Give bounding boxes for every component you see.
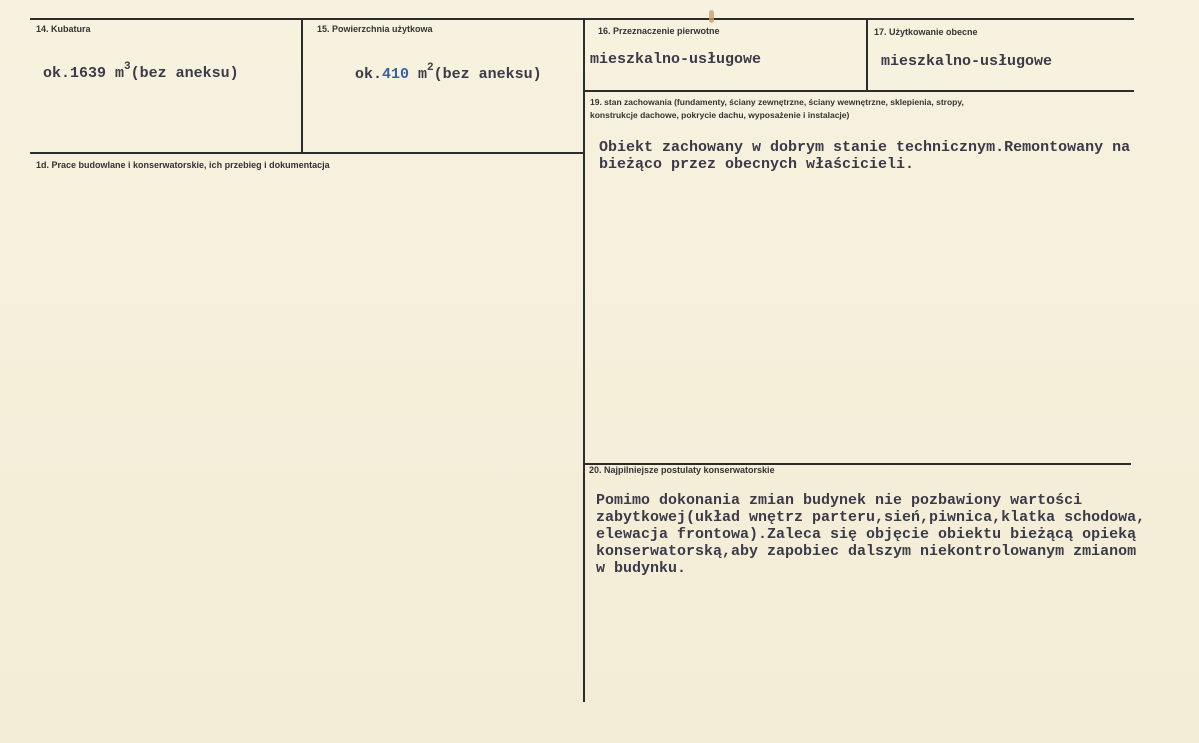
postulaty-label: 20. Najpilniejsze postulaty konserwatorskie (589, 465, 775, 475)
vertical-rule-14-15 (301, 18, 303, 154)
postulaty-text: Pomimo dokonania zmian budynek nie pozbawiony wartości zabytkowej(układ wnętrz parteru,sień,piwnica,klatka schodowa, elewacja frontowa).Zaleca się objęcie obiektu bieżącą opieką konserwatorską,aby zapobiec dalszym niekontrolowanym zmianom w budynku. (596, 492, 1146, 577)
prace-label: 1d. Prace budowlane i konserwatorskie, ich przebieg i dokumentacja (36, 160, 330, 170)
powierzchnia-corrected-number: 410 (382, 66, 410, 83)
powierzchnia-prefix: ok. (355, 66, 383, 83)
vertical-rule-15-16 (583, 18, 585, 702)
kubatura-value-main: ok.1639 m (43, 65, 125, 82)
kubatura-value (43, 63, 239, 82)
rule-under-14-15 (30, 152, 585, 154)
powierzchnia-note: (bez aneksu) (433, 66, 542, 83)
uzytkowanie-value: mieszkalno-usługowe (881, 53, 1053, 70)
kubatura-exponent: 3 (124, 61, 131, 73)
uzytkowanie-label: 17. Użytkowanie obecne (874, 27, 978, 37)
przeznaczenie-label: 16. Przeznaczenie pierwotne (598, 26, 720, 36)
powierzchnia-value (355, 64, 542, 83)
top-rule (30, 18, 1134, 20)
stan-label-line-1: 19. stan zachowania (fundamenty, ściany zewnętrzne, ściany wewnętrzne, sklepienia, stropy, (590, 97, 964, 107)
stan-text: Obiekt zachowany w dobrym stanie technicznym.Remontowany na bieżąco przez obecnych właścicieli. (599, 139, 1131, 173)
kubatura-label: 14. Kubatura (36, 24, 91, 34)
przeznaczenie-value: mieszkalno-usługowe (590, 51, 762, 68)
ink-smudge (709, 10, 714, 23)
powierzchnia-exponent: 2 (427, 62, 434, 74)
vertical-rule-16-17 (866, 18, 868, 90)
powierzchnia-label: 15. Powierzchnia użytkowa (317, 24, 433, 34)
kubatura-value-note: (bez aneksu) (130, 65, 239, 82)
stan-label-line-2: konstrukcje dachowe, pokrycie dachu, wyposażenie i instalacje) (590, 110, 850, 120)
rule-under-16-17 (583, 90, 1134, 92)
powierzchnia-unit: m (409, 66, 428, 83)
